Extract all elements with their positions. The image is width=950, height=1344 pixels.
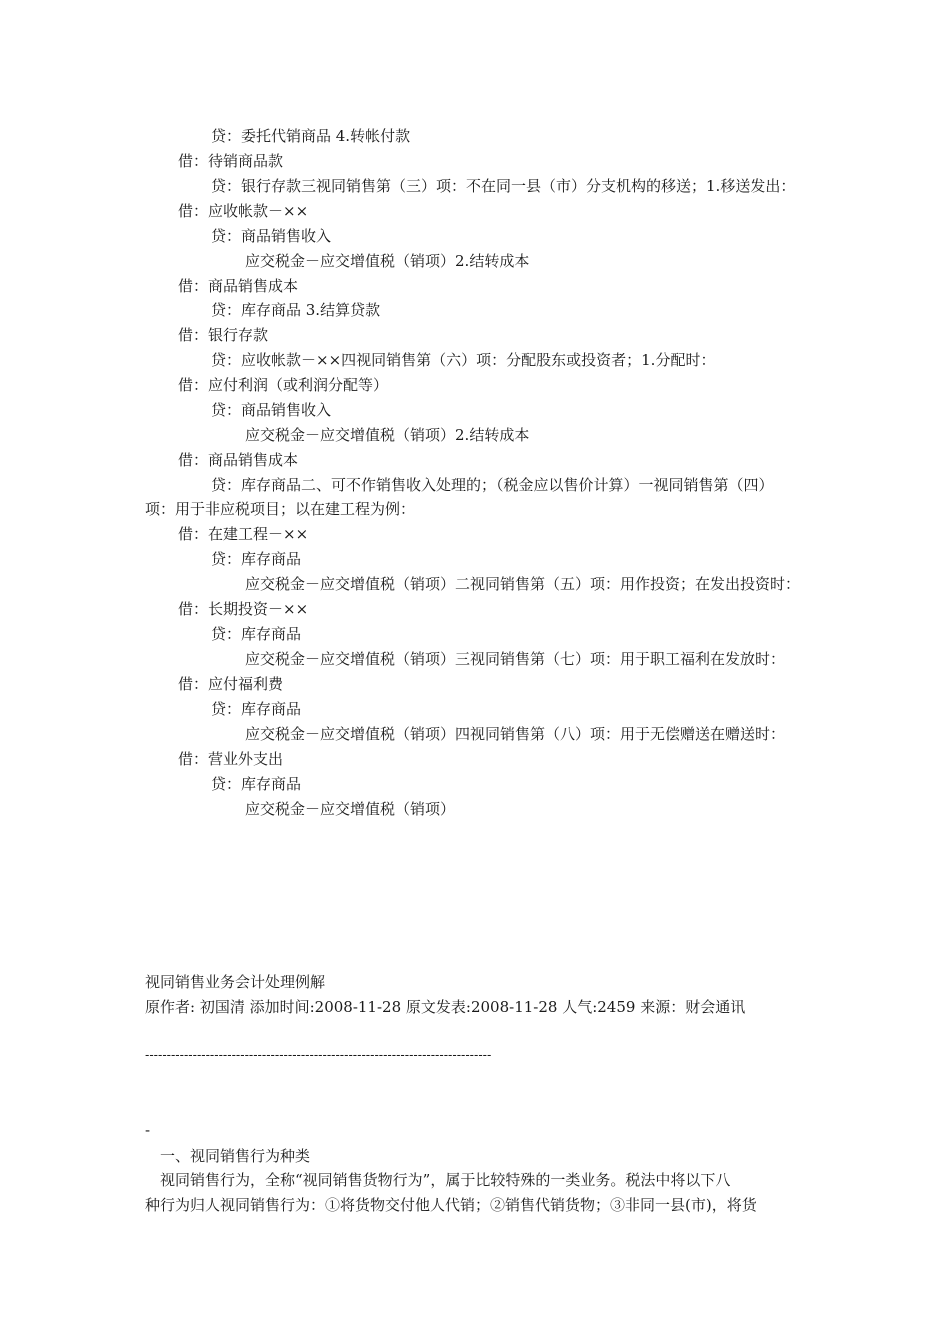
dash-mark: - <box>145 1121 151 1139</box>
entry-line: 应交税金－应交增值税（销项）二视同销售第（五）项：用作投资；在发出投资时： <box>245 575 801 593</box>
entry-line: 借：应付福利费 <box>178 675 284 693</box>
entry-line: 贷：库存商品 <box>211 625 302 643</box>
entry-line: 贷：银行存款三视同销售第（三）项：不在同一县（市）分支机构的移送；1.移送发出： <box>211 177 796 195</box>
entry-line: 贷：库存商品 <box>211 550 302 568</box>
entry-line: 贷：应收帐款－××四视同销售第（六）项：分配股东或投资者；1.分配时： <box>211 351 716 369</box>
entry-line: 应交税金－应交增值税（销项）2.结转成本 <box>245 252 530 270</box>
entry-line: 应交税金－应交增值税（销项） <box>245 800 456 818</box>
entry-line: 贷：库存商品 <box>211 700 302 718</box>
body-paragraph-line: 种行为归人视同销售行为：①将货物交付他人代销；②销售代销货物；③非同一县(市)，将货 <box>145 1196 757 1214</box>
separator-line: -------------------------------------------------------------------------------- <box>145 1047 492 1062</box>
entry-line: 贷：库存商品二、可不作销售收入处理的；（税金应以售价计算）一视同销售第（四） <box>211 476 774 494</box>
entry-line: 借：应收帐款－×× <box>178 202 309 220</box>
entry-line: 借：长期投资－×× <box>178 600 309 618</box>
entry-line: 贷：库存商品 <box>211 775 302 793</box>
entry-line: 应交税金－应交增值税（销项）2.结转成本 <box>245 426 530 444</box>
entry-line: 借：商品销售成本 <box>178 451 299 469</box>
entry-line: 贷：商品销售收入 <box>211 227 332 245</box>
entry-line: 应交税金－应交增值税（销项）四视同销售第（八）项：用于无偿赠送在赠送时： <box>245 725 786 743</box>
section-heading: 一、视同销售行为种类 <box>160 1147 311 1165</box>
entry-line: 项：用于非应税项目；以在建工程为例： <box>145 500 416 518</box>
entry-line: 借：应付利润（或利润分配等） <box>178 376 389 394</box>
entry-line: 应交税金－应交增值税（销项）三视同销售第（七）项：用于职工福利在发放时： <box>245 650 786 668</box>
body-paragraph-line: 视同销售行为，全称“视同销售货物行为”，属于比较特殊的一类业务。税法中将以下八 <box>160 1171 731 1189</box>
article-title: 视同销售业务会计处理例解 <box>145 973 326 991</box>
entry-line: 借：银行存款 <box>178 326 269 344</box>
entry-line: 贷：商品销售收入 <box>211 401 332 419</box>
entry-line: 贷：库存商品 3.结算贷款 <box>211 301 381 319</box>
entry-line: 借：营业外支出 <box>178 750 284 768</box>
entry-line: 贷：委托代销商品 4.转帐付款 <box>211 127 411 145</box>
entry-line: 借：商品销售成本 <box>178 277 299 295</box>
entry-line: 借：待销商品款 <box>178 152 284 170</box>
entry-line: 借：在建工程－×× <box>178 525 309 543</box>
article-meta: 原作者: 初国清 添加时间:2008-11-28 原文发表:2008-11-28 人气:2459 来源：财会通讯 <box>145 998 746 1016</box>
